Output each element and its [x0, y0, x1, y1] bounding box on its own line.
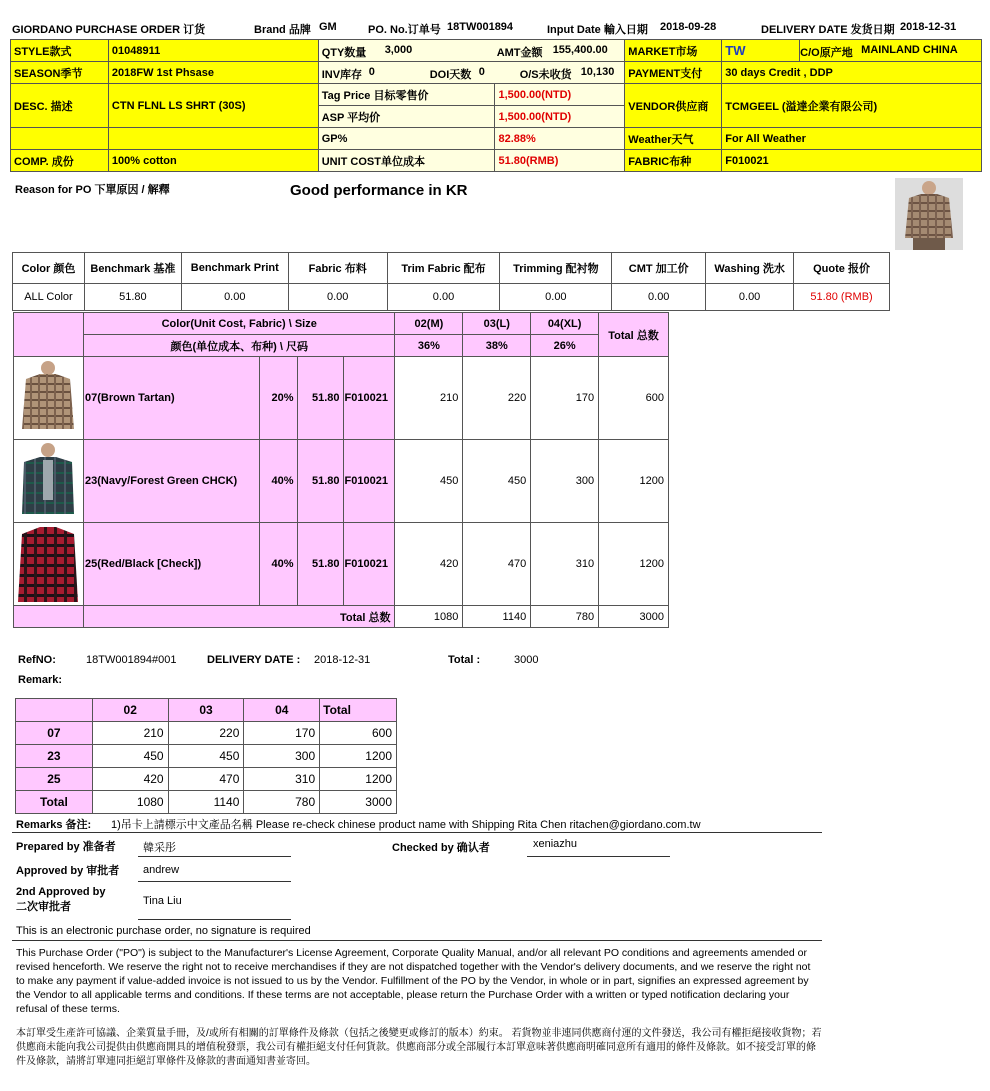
po-title: GIORDANO PURCHASE ORDER 订货	[12, 24, 206, 36]
summary-cell: 780	[244, 791, 320, 814]
table-row	[14, 523, 669, 606]
season-label: SEASON季节	[11, 62, 109, 84]
origin-cell	[800, 40, 981, 61]
summary-cell: 310	[244, 768, 320, 791]
cost-header: CMT 加工价	[612, 253, 706, 284]
desc-label: DESC. 描述	[11, 84, 109, 128]
summary-header: 03	[168, 699, 244, 722]
cost-cell: 0.00	[288, 284, 387, 311]
qty-cell: 450	[395, 440, 463, 523]
amt-value: 155,400.00	[552, 44, 608, 56]
quote-cell: 51.80 (RMB)	[794, 284, 890, 311]
approved-line	[138, 881, 291, 882]
divider	[12, 832, 822, 833]
prepared-label: Prepared by 准备者	[16, 841, 116, 853]
qty-cell: 420	[395, 523, 463, 606]
cost-header: Benchmark 基准	[84, 253, 181, 284]
remarks-label: Remarks 备注:	[16, 819, 92, 831]
total-header: Total 总数	[599, 313, 669, 357]
style-value: 01048911	[108, 40, 318, 62]
cost-header: Trim Fabric 配布	[387, 253, 500, 284]
color-fabric: F010021	[343, 357, 395, 440]
refno-value: 18TW001894#001	[86, 654, 177, 666]
cost-cell: 0.00	[706, 284, 794, 311]
inv-value: 0	[368, 66, 375, 78]
unit-cost-label: UNIT COST单位成本	[318, 150, 495, 172]
qty-amt-cell	[319, 40, 625, 61]
asp-label: ASP 平均价	[318, 106, 495, 128]
shirt-image	[895, 178, 963, 250]
fabric-value: F010021	[722, 150, 982, 172]
color-fabric: F010021	[343, 440, 395, 523]
size-total: 780	[531, 606, 599, 628]
qty-label: QTY数量	[321, 47, 367, 59]
cost-header: Fabric 布料	[288, 253, 387, 284]
qty-cell: 450	[463, 440, 531, 523]
asp-value: 1,500.00(NTD)	[495, 106, 625, 128]
po-number-label: PO. No.订单号	[368, 24, 441, 36]
summary-color: 07	[16, 722, 93, 745]
color-pct: 20%	[259, 357, 297, 440]
cost-cell: 0.00	[387, 284, 500, 311]
remarks-text: 1)吊卡上請標示中文產品名稱 Please re-check chinese product name with Shipping Rita Chen ritachen@giordano.com.tw	[111, 819, 701, 831]
electronic-note: This is an electronic purchase order, no signature is required	[16, 925, 311, 937]
cost-header: Benchmark Print	[181, 253, 288, 284]
summary-row	[16, 722, 397, 745]
qty-cell: 170	[531, 357, 599, 440]
color-cost: 51.80	[297, 523, 343, 606]
summary-cell: 170	[244, 722, 320, 745]
second-approved-label-zh: 二次审批者	[16, 901, 71, 913]
summary-cell: 1200	[320, 768, 397, 791]
ref-total-value: 3000	[514, 654, 539, 666]
input-date: 2018-09-28	[660, 21, 717, 33]
cost-cell: 51.80	[84, 284, 181, 311]
row-total: 1200	[599, 440, 669, 523]
ref-delivery-label: DELIVERY DATE :	[207, 654, 301, 666]
fabric-label: FABRIC布种	[625, 150, 722, 172]
totals-label: Total 总数	[83, 606, 395, 628]
summary-color: 25	[16, 768, 93, 791]
amt-label: AMT金额	[496, 47, 543, 59]
row-total: 1200	[599, 523, 669, 606]
summary-cell: 1200	[320, 745, 397, 768]
vendor-label: VENDOR供应商	[625, 84, 722, 128]
brand-label: Brand 品牌	[254, 24, 311, 36]
checked-value: xeniazhu	[533, 838, 578, 850]
navy-shirt-image	[14, 442, 82, 520]
totals-row	[14, 606, 669, 628]
summary-cell: 300	[244, 745, 320, 768]
size-breakdown-table	[13, 312, 669, 628]
color-name: 25(Red/Black [Check])	[83, 523, 259, 606]
size-pct: 26%	[531, 335, 599, 357]
inv-label: INV库存	[321, 69, 363, 81]
swatch-cell	[14, 357, 84, 440]
cost-header: Color 颜色	[13, 253, 85, 284]
summary-total-row	[16, 791, 397, 814]
cost-header: Quote 报价	[794, 253, 890, 284]
cost-value-row	[13, 284, 890, 311]
refno-label: RefNO:	[18, 654, 56, 666]
summary-header: Total	[320, 699, 397, 722]
product-photo	[895, 178, 963, 250]
size-header-en: Color(Unit Cost, Fabric) \ Size	[83, 313, 395, 335]
summary-table	[15, 698, 397, 814]
summary-header	[16, 699, 93, 722]
cost-cell: 0.00	[612, 284, 706, 311]
origin-label: C/O原产地	[800, 47, 853, 59]
color-fabric: F010021	[343, 523, 395, 606]
size-total: 1080	[395, 606, 463, 628]
comp-label: COMP. 成份	[11, 150, 109, 172]
row-total: 600	[599, 357, 669, 440]
summary-row	[16, 745, 397, 768]
summary-cell: 450	[92, 745, 168, 768]
second-approved-label: 2nd Approved by	[16, 886, 106, 898]
desc-value: CTN FLNL LS SHRT (30S)	[108, 84, 318, 128]
delivery-date-label: DELIVERY DATE 发货日期	[761, 24, 895, 36]
inventory-cell	[319, 62, 625, 83]
vendor-value: TCMGEEL (溢達企業有限公司)	[722, 84, 982, 128]
tag-price-label: Tag Price 目标零售价	[318, 84, 495, 106]
ref-delivery-value: 2018-12-31	[314, 654, 371, 666]
approved-label: Approved by 审批者	[16, 865, 120, 877]
summary-cell: 3000	[320, 791, 397, 814]
reason-text: Good performance in KR	[290, 182, 468, 199]
terms-chinese: 本訂單受生產許可協議、企業質量手冊，及/或所有相關的訂單條件及條款（包括之後變更或修訂的版本）約束。 若貨物並非連同供應商付運的文件發送，我公司有權拒絕接收貨物；若供應商未能向我公司提供由供應商開具的增值稅發票，我公司有權拒絕支付任何貨款。供應商部分或全部履行本訂單意味著供應商明確同意所有適用的條件及條款。如不接受訂單的條件及條款，請將訂單連同拒絕訂單條件及條款的書面通知書並寄回。	[16, 1028, 822, 1067]
cost-breakdown-table	[12, 252, 890, 311]
color-pct: 40%	[259, 440, 297, 523]
po-number: 18TW001894	[447, 21, 514, 33]
po-info-grid	[10, 39, 982, 172]
summary-cell: 1080	[92, 791, 168, 814]
checked-label: Checked by 确认者	[392, 842, 490, 854]
market-value: TW	[722, 40, 800, 62]
input-date-label: Input Date 輸入日期	[547, 24, 648, 36]
brown-shirt-image	[14, 359, 82, 437]
gp-label: GP%	[318, 128, 495, 150]
unit-cost-value: 51.80(RMB)	[495, 150, 625, 172]
color-cost: 51.80	[297, 440, 343, 523]
delivery-date: 2018-12-31	[900, 21, 957, 33]
summary-color: 23	[16, 745, 93, 768]
summary-cell: 470	[168, 768, 244, 791]
terms-english: This Purchase Order ("PO") is subject to the Manufacturer's License Agreement, Corporate Quality Manual, and/or all relevant PO conditions and agreements amended or revised henceforth. We reserve the right not to receive merchandises if they are not dispatched together with the Vendor's delivery documents, and we reserve the right not to make any payment if value-added invoice is not issued to us by the Vendor. Fulfillment of the PO by the Vendor, in whole or in part, signifies an expressed agreement by the Vendor to all applicable terms and conditions. If these terms are not acceptable, please return the Purchase Order with a written or typed notification declaring your refusal of these terms.	[16, 947, 811, 1015]
divider	[12, 940, 822, 941]
remark-label: Remark:	[18, 674, 63, 686]
second-approved-value: Tina Liu	[143, 895, 182, 907]
size-pct: 36%	[395, 335, 463, 357]
size-name: 04(XL)	[531, 313, 599, 335]
summary-cell: 420	[92, 768, 168, 791]
origin-value: MAINLAND CHINA	[861, 44, 958, 56]
color-name: 23(Navy/Forest Green CHCK)	[83, 440, 259, 523]
qty-cell: 220	[463, 357, 531, 440]
swatch-cell	[14, 440, 84, 523]
cost-header: Trimming 配衬物	[500, 253, 612, 284]
prepared-line	[138, 856, 291, 857]
summary-cell: 1140	[168, 791, 244, 814]
market-label: MARKET市场	[625, 40, 722, 62]
weather-value: For All Weather	[722, 128, 982, 150]
table-row	[14, 440, 669, 523]
size-name: 02(M)	[395, 313, 463, 335]
season-value: 2018FW 1st Phsase	[108, 62, 318, 84]
summary-color: Total	[16, 791, 93, 814]
payment-label: PAYMENT支付	[625, 62, 722, 84]
ref-total-label: Total :	[448, 654, 481, 666]
prepared-value: 韓采彤	[143, 842, 176, 854]
qty-cell: 210	[395, 357, 463, 440]
doi-label: DOI天数	[429, 69, 472, 81]
qty-cell: 310	[531, 523, 599, 606]
weather-label: Weather天气	[625, 128, 722, 150]
gp-value: 82.88%	[495, 128, 625, 150]
color-name: 07(Brown Tartan)	[83, 357, 259, 440]
color-pct: 40%	[259, 523, 297, 606]
table-row	[14, 357, 669, 440]
size-pct: 38%	[463, 335, 531, 357]
red-shirt-image	[14, 524, 82, 604]
reason-label: Reason for PO 下單原因 / 解釋	[15, 184, 170, 196]
second-approved-line	[138, 919, 291, 920]
summary-cell: 450	[168, 745, 244, 768]
cost-cell: 0.00	[500, 284, 612, 311]
qty-cell: 470	[463, 523, 531, 606]
cost-header: Washing 洗水	[706, 253, 794, 284]
tag-price-value: 1,500.00(NTD)	[495, 84, 625, 106]
summary-header: 02	[92, 699, 168, 722]
grand-total: 3000	[599, 606, 669, 628]
cost-cell: 0.00	[181, 284, 288, 311]
size-header-zh: 颜色(单位成本、布种) \ 尺码	[83, 335, 395, 357]
doi-value: 0	[478, 66, 485, 78]
swatch-cell	[14, 523, 84, 606]
comp-value: 100% cotton	[108, 150, 318, 172]
style-label: STYLE款式	[11, 40, 109, 62]
os-label: O/S未收货	[519, 69, 572, 81]
approved-value: andrew	[143, 864, 180, 876]
size-total: 1140	[463, 606, 531, 628]
qty-value: 3,000	[384, 44, 413, 56]
payment-value: 30 days Credit , DDP	[722, 62, 982, 84]
summary-cell: 220	[168, 722, 244, 745]
checked-line	[527, 856, 670, 857]
summary-row	[16, 768, 397, 791]
color-cost: 51.80	[297, 357, 343, 440]
size-name: 03(L)	[463, 313, 531, 335]
summary-header: 04	[244, 699, 320, 722]
qty-cell: 300	[531, 440, 599, 523]
po-header	[12, 18, 982, 38]
summary-cell: 210	[92, 722, 168, 745]
os-value: 10,130	[580, 66, 615, 78]
cost-header-row	[13, 253, 890, 284]
cost-cell: ALL Color	[13, 284, 85, 311]
brand-value: GM	[319, 21, 337, 33]
summary-cell: 600	[320, 722, 397, 745]
